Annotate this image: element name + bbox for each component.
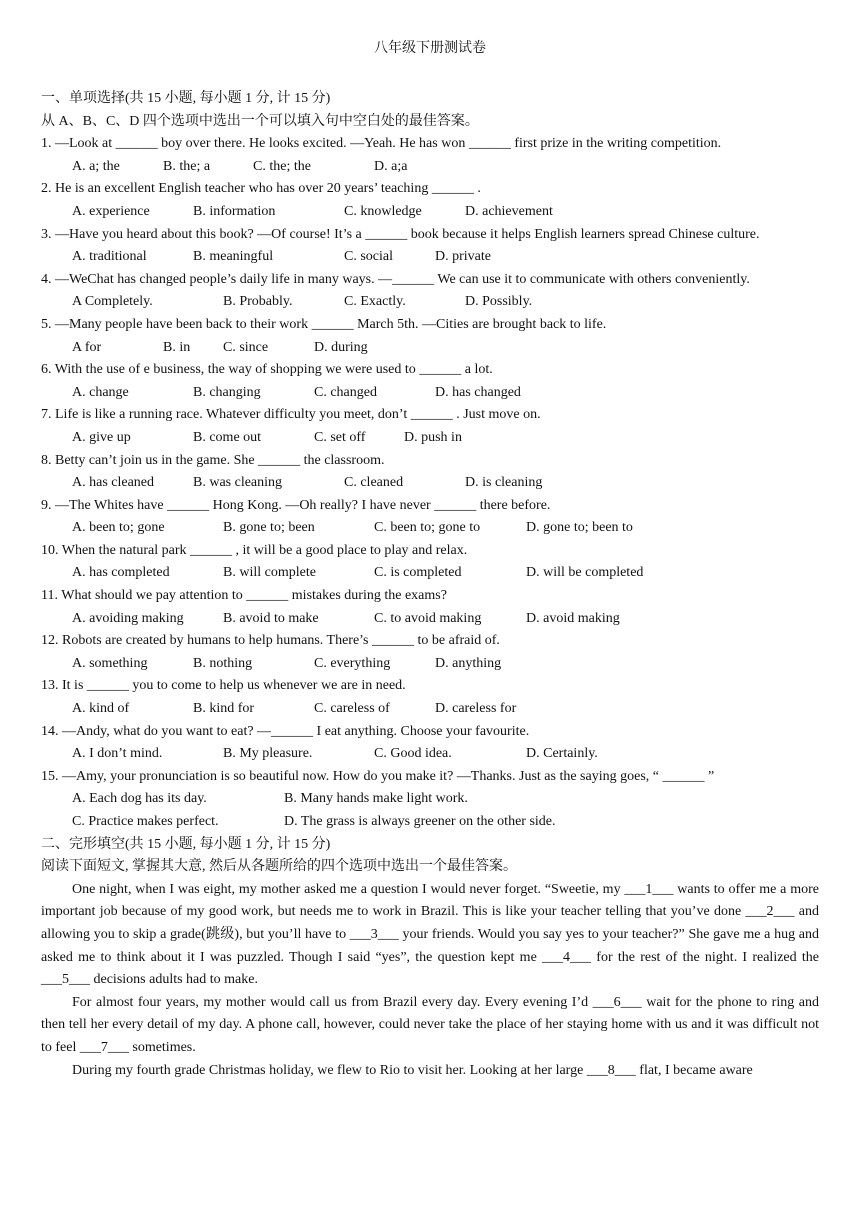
answer-option[interactable]: D. anything — [435, 655, 502, 671]
answer-option[interactable]: B. nothing — [193, 655, 253, 671]
option-row — [41, 698, 819, 721]
section-2-heading: 二、完形填空(共 15 小题, 每小题 1 分, 计 15 分) — [41, 836, 331, 852]
page-title: 八年级下册测试卷 — [374, 41, 486, 56]
answer-option[interactable]: D. will be completed — [526, 565, 644, 581]
answer-option[interactable]: B. Probably. — [223, 294, 293, 310]
answer-option[interactable]: B. gone to; been — [223, 520, 315, 536]
answer-option[interactable]: A for — [72, 339, 102, 355]
answer-option[interactable]: D. avoid making — [526, 610, 620, 626]
answer-option[interactable]: D. during — [314, 339, 368, 355]
answer-option[interactable]: C. been to; gone to — [374, 520, 481, 536]
answer-option[interactable]: B. changing — [193, 384, 261, 400]
section-1-instruction: 从 A、B、C、D 四个选项中选出一个可以填入句中空白处的最佳答案。 — [41, 113, 479, 129]
answer-option[interactable]: B. kind for — [193, 701, 255, 717]
answer-option[interactable]: C. everything — [314, 655, 391, 671]
answer-option[interactable]: D. a;a — [374, 158, 408, 174]
answer-option[interactable]: A. avoiding making — [72, 610, 184, 626]
answer-option[interactable]: D. achievement — [465, 203, 553, 219]
answer-option[interactable]: C. the; the — [253, 158, 311, 174]
answer-option[interactable]: D. has changed — [435, 384, 521, 400]
question-stem: 6. With the use of e business, the way of shopping we were used to ______ a lot. — [41, 362, 493, 378]
answer-option[interactable]: A. experience — [72, 203, 150, 219]
answer-option[interactable]: B. My pleasure. — [223, 746, 313, 762]
option-row — [41, 653, 819, 676]
question-stem: 7. Life is like a running race. Whatever difficulty you meet, don’t ______ . Just move on. — [41, 407, 541, 423]
answer-option[interactable]: C. changed — [314, 384, 377, 400]
answer-option[interactable]: D. The grass is always greener on the other side. — [284, 814, 556, 829]
option-row — [41, 788, 819, 811]
answer-option[interactable]: B. the; a — [163, 158, 211, 174]
question-stem: 5. —Many people have been back to their work ______ March 5th. —Cities are brought back to life. — [41, 316, 607, 332]
question-stem: 1. —Look at ______ boy over there. He looks excited. —Yeah. He has won ______ first prize in the writing competition. — [41, 136, 722, 152]
answer-option[interactable]: C. Exactly. — [344, 294, 406, 310]
answer-option[interactable]: A. Each dog has its day. — [72, 791, 207, 807]
answer-option[interactable]: D. is cleaning — [465, 475, 543, 491]
answer-option[interactable]: A. something — [72, 655, 148, 671]
answer-option[interactable]: C. careless of — [314, 701, 390, 717]
answer-option[interactable]: A. has cleaned — [72, 475, 155, 491]
answer-option[interactable]: A. been to; gone — [72, 520, 165, 536]
answer-option[interactable]: D. careless for — [435, 701, 517, 717]
question-stem: 15. —Amy, your pronunciation is so beautiful now. How do you make it? —Thanks. Just as the saying goes, “ ______ ” — [41, 768, 715, 784]
question-stem: 2. He is an excellent English teacher who has over 20 years’ teaching ______ . — [41, 181, 481, 197]
option-row — [41, 246, 819, 269]
answer-option[interactable]: A. kind of — [72, 701, 130, 717]
answer-option[interactable]: D. Certainly. — [526, 746, 598, 762]
answer-option[interactable]: D. Possibly. — [465, 294, 533, 310]
section-1 — [41, 88, 819, 834]
cloze-paragraph: One night, when I was eight, my mother asked me a question I would never forget. “Sweetie, my ___1___ wants to offer me a more important job because of my good work, but needs me to work in Brazil. This is like your teacher telling that you’ve done ___2___ and allowing you to skip a grade(跳级), but you’ll have to ___3___ your friends. Would you say yes to your teacher?” She gave me a hug and asked me to think about it I was puzzled. Though I said “yes”, the question kept me ___4___ for the rest of the night. I realized the ___5___ decisions adults had to make. — [41, 881, 819, 988]
answer-option[interactable]: A Completely. — [72, 294, 153, 310]
answer-option[interactable]: B. in — [163, 339, 191, 355]
answer-option[interactable]: A. change — [72, 384, 129, 400]
answer-option[interactable]: C. set off — [314, 429, 366, 445]
question-stem: 14. —Andy, what do you want to eat? —______ I eat anything. Choose your favourite. — [41, 723, 530, 739]
question-stem: 12. Robots are created by humans to help humans. There’s ______ to be afraid of. — [41, 633, 500, 649]
answer-option[interactable]: A. a; the — [72, 158, 120, 174]
option-row — [41, 201, 819, 224]
section-2-instruction: 阅读下面短文, 掌握其大意, 然后从各题所给的四个选项中选出一个最佳答案。 — [41, 859, 517, 875]
question-stem: 11. What should we pay attention to ______ mistakes during the exams? — [41, 588, 447, 604]
option-row — [41, 291, 819, 314]
answer-option[interactable]: B. information — [193, 203, 276, 219]
answer-option[interactable]: A. has completed — [72, 565, 170, 581]
question-stem: 13. It is ______ you to come to help us whenever we are in need. — [41, 678, 406, 694]
answer-option[interactable]: D. private — [435, 249, 491, 265]
option-row — [41, 337, 819, 360]
option-row — [41, 743, 819, 766]
answer-option[interactable]: C. Good idea. — [374, 746, 452, 762]
option-row — [41, 608, 819, 631]
document-page — [41, 38, 819, 1082]
answer-option[interactable]: C. social — [344, 249, 393, 265]
answer-option[interactable]: B. was cleaning — [193, 475, 283, 491]
cloze-paragraph: During my fourth grade Christmas holiday, we flew to Rio to visit her. Looking at her large ___8___ flat, I became aware — [72, 1062, 753, 1078]
question-stem: 4. —WeChat has changed people’s daily life in many ways. —______ We can use it to communicate with others conveniently. — [41, 271, 750, 287]
answer-option[interactable]: D. push in — [404, 429, 462, 445]
section-2 — [41, 834, 819, 1083]
answer-option[interactable]: C. knowledge — [344, 203, 422, 219]
option-row — [41, 156, 819, 179]
answer-option[interactable]: A. I don’t mind. — [72, 746, 163, 762]
option-row — [41, 811, 819, 834]
question-stem: 8. Betty can’t join us in the game. She ______ the classroom. — [41, 452, 385, 468]
option-row — [41, 382, 819, 405]
question-stem: 9. —The Whites have ______ Hong Kong. —Oh really? I have never ______ there before. — [41, 497, 551, 513]
option-row — [41, 472, 819, 495]
question-stem: 10. When the natural park ______ , it will be a good place to play and relax. — [41, 542, 468, 558]
answer-option[interactable]: B. meaningful — [193, 249, 274, 265]
question-stem: 3. —Have you heard about this book? —Of course! It’s a ______ book because it helps English learners spread Chinese culture. — [41, 226, 760, 242]
cloze-paragraph: For almost four years, my mother would call us from Brazil every day. Every evening I’d ___6___ wait for the phone to ring and then tell her every detail of my day. A phone call, however, could never take the place of her staying home with us and it was difficult not to feel ___7___ sometimes. — [41, 994, 819, 1055]
answer-option[interactable]: C. Practice makes perfect. — [72, 814, 219, 829]
option-row — [41, 517, 819, 540]
answer-option[interactable]: C. to avoid making — [374, 610, 482, 626]
answer-option[interactable]: A. give up — [72, 429, 131, 445]
answer-option[interactable]: B. Many hands make light work. — [284, 791, 468, 807]
section-1-heading: 一、单项选择(共 15 小题, 每小题 1 分, 计 15 分) — [41, 91, 331, 106]
answer-option[interactable]: B. will complete — [223, 565, 316, 581]
answer-option[interactable]: B. avoid to make — [223, 610, 319, 626]
answer-option[interactable]: C. is completed — [374, 565, 462, 581]
question-list — [41, 133, 819, 833]
answer-option[interactable]: C. cleaned — [344, 475, 404, 491]
answer-option[interactable]: B. come out — [193, 429, 262, 445]
answer-option[interactable]: D. gone to; been to — [526, 520, 633, 536]
option-row — [41, 562, 819, 585]
answer-option[interactable]: C. since — [223, 339, 269, 355]
option-row — [41, 427, 819, 450]
answer-option[interactable]: A. traditional — [72, 249, 147, 265]
